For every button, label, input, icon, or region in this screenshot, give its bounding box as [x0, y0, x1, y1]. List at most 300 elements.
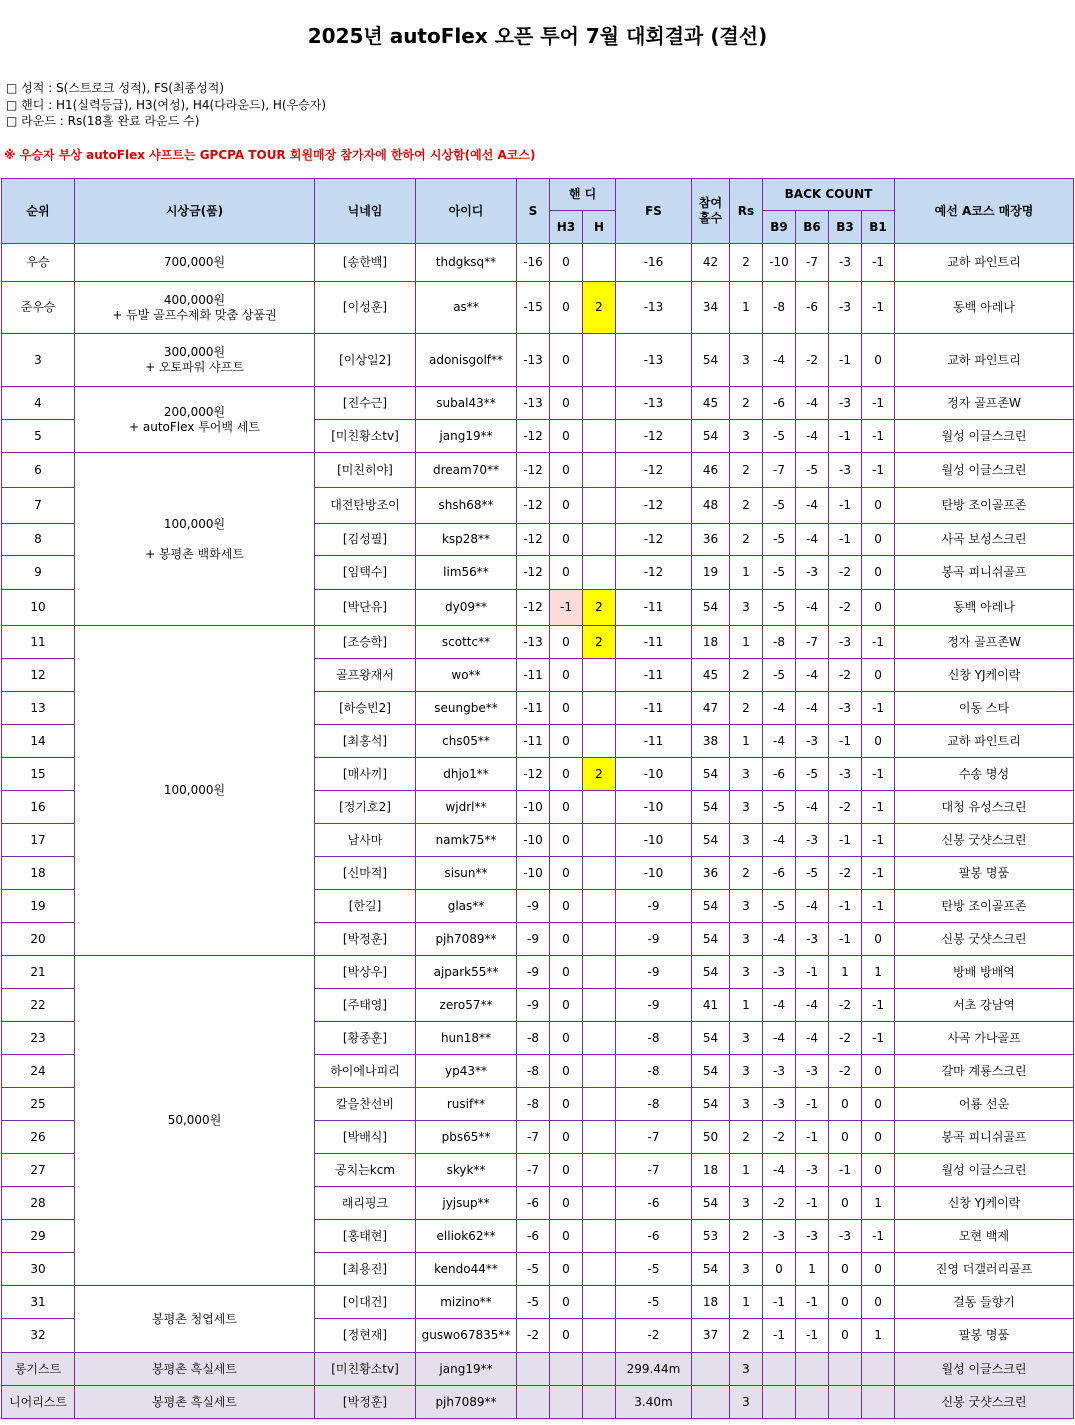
h-cell: [583, 387, 616, 420]
table-row: [2, 282, 1074, 334]
store-cell: 팔봉 명품: [895, 1319, 1074, 1353]
id-cell: chs05**: [416, 725, 517, 758]
b6-cell: -4: [796, 387, 829, 420]
store-cell: 신창 YJ케이락: [895, 659, 1074, 692]
s-cell: -8: [517, 1055, 550, 1088]
store-cell: 봉곡 피니쉬골프: [895, 1121, 1074, 1154]
b3-cell: -2: [829, 1055, 862, 1088]
rank-cell: 11: [2, 626, 75, 659]
b3-cell: [829, 1353, 862, 1386]
table-row: [2, 387, 1074, 420]
rank-cell: 4: [2, 387, 75, 420]
rank-cell: 18: [2, 857, 75, 890]
fs-cell: -12: [616, 556, 692, 590]
rank-cell: 25: [2, 1088, 75, 1121]
b6-cell: -7: [796, 244, 829, 282]
s-cell: -5: [517, 1253, 550, 1286]
rs-cell: 2: [730, 692, 763, 725]
fs-cell: -5: [616, 1253, 692, 1286]
holes-cell: 54: [692, 890, 730, 923]
store-cell: 신봉 굿샷스크린: [895, 824, 1074, 857]
b1-cell: -1: [862, 692, 895, 725]
s-cell: -12: [517, 524, 550, 556]
h-cell: [583, 1253, 616, 1286]
nickname-cell: [김성필]: [315, 524, 416, 556]
h-cell: [583, 1154, 616, 1187]
s-cell: -9: [517, 956, 550, 989]
b1-cell: 0: [862, 923, 895, 956]
fs-cell: -11: [616, 590, 692, 626]
rs-cell: 1: [730, 556, 763, 590]
results-table: [1, 178, 1074, 1419]
prize-cell: 700,000원: [75, 244, 315, 282]
fs-cell: -10: [616, 791, 692, 824]
b6-cell: -4: [796, 791, 829, 824]
prize-cell: 400,000원 + 듀발 골프수제화 맞춤 상품권: [75, 282, 315, 334]
h-cell: [583, 1286, 616, 1319]
b9-cell: -4: [763, 725, 796, 758]
s-cell: [517, 1353, 550, 1386]
store-cell: 월성 이글스크린: [895, 453, 1074, 488]
b1-cell: 0: [862, 334, 895, 387]
header-b3: B3: [829, 211, 862, 244]
b9-cell: -5: [763, 420, 796, 453]
b9-cell: -1: [763, 1286, 796, 1319]
h3-cell: 0: [550, 659, 583, 692]
s-cell: -16: [517, 244, 550, 282]
b1-cell: -1: [862, 626, 895, 659]
rs-cell: 3: [730, 923, 763, 956]
id-cell: jang19**: [416, 1353, 517, 1386]
nickname-cell: [미친황소tv]: [315, 420, 416, 453]
id-cell: thdgksq**: [416, 244, 517, 282]
h-cell: 2: [583, 282, 616, 334]
h3-cell: 0: [550, 282, 583, 334]
table-row: [2, 626, 1074, 659]
rank-cell: 준우승: [2, 282, 75, 334]
id-cell: elliok62**: [416, 1220, 517, 1253]
b6-cell: -3: [796, 1154, 829, 1187]
s-cell: -7: [517, 1154, 550, 1187]
table-row: [2, 1286, 1074, 1319]
b9-cell: -4: [763, 334, 796, 387]
nickname-cell: [주태영]: [315, 989, 416, 1022]
rs-cell: 3: [730, 956, 763, 989]
h-cell: [583, 453, 616, 488]
b6-cell: -1: [796, 1121, 829, 1154]
rs-cell: 2: [730, 1121, 763, 1154]
b3-cell: -1: [829, 890, 862, 923]
b3-cell: -2: [829, 590, 862, 626]
store-cell: 교하 파인트리: [895, 725, 1074, 758]
b3-cell: -3: [829, 387, 862, 420]
nickname-cell: [정현재]: [315, 1319, 416, 1353]
rs-cell: 2: [730, 1220, 763, 1253]
holes-cell: 54: [692, 334, 730, 387]
b6-cell: -1: [796, 956, 829, 989]
rank-cell: 14: [2, 725, 75, 758]
nickname-cell: [홍태현]: [315, 1220, 416, 1253]
b1-cell: -1: [862, 791, 895, 824]
prize-cell: 200,000원 + autoFlex 투어백 세트: [75, 387, 315, 453]
id-cell: dy09**: [416, 590, 517, 626]
b1-cell: 0: [862, 725, 895, 758]
h-cell: [583, 659, 616, 692]
award-name-cell: 롱기스트: [2, 1353, 75, 1386]
rs-cell: 3: [730, 1055, 763, 1088]
b6-cell: -5: [796, 758, 829, 791]
header-rs: Rs: [730, 179, 763, 244]
note-round: □ 라운드 : Rs(18홀 완료 라운드 수): [6, 114, 200, 128]
holes-cell: 54: [692, 1253, 730, 1286]
b6-cell: -4: [796, 420, 829, 453]
rank-cell: 16: [2, 791, 75, 824]
holes-cell: 38: [692, 725, 730, 758]
table-row: [2, 244, 1074, 282]
b9-cell: 0: [763, 1253, 796, 1286]
b3-cell: 0: [829, 1121, 862, 1154]
b3-cell: -1: [829, 334, 862, 387]
fs-cell: -2: [616, 1319, 692, 1353]
h3-cell: [550, 1353, 583, 1386]
holes-cell: 53: [692, 1220, 730, 1253]
b9-cell: -5: [763, 590, 796, 626]
b9-cell: [763, 1353, 796, 1386]
h3-cell: 0: [550, 244, 583, 282]
fs-cell: -9: [616, 956, 692, 989]
s-cell: -11: [517, 692, 550, 725]
table-row: [2, 334, 1074, 387]
holes-cell: 18: [692, 626, 730, 659]
rank-cell: 27: [2, 1154, 75, 1187]
store-cell: 사곡 가나골프: [895, 1022, 1074, 1055]
b1-cell: 1: [862, 1187, 895, 1220]
h-cell: [583, 556, 616, 590]
id-cell: scottc**: [416, 626, 517, 659]
b3-cell: -3: [829, 244, 862, 282]
b9-cell: -5: [763, 890, 796, 923]
store-cell: 탄방 조이골프존: [895, 890, 1074, 923]
b3-cell: -2: [829, 989, 862, 1022]
rs-cell: 1: [730, 725, 763, 758]
fs-cell: -13: [616, 387, 692, 420]
b1-cell: 1: [862, 956, 895, 989]
fs-cell: -8: [616, 1088, 692, 1121]
header-handicap: 핸 디: [550, 179, 616, 211]
fs-cell: -12: [616, 488, 692, 524]
b6-cell: -1: [796, 1088, 829, 1121]
store-cell: 서초 강남역: [895, 989, 1074, 1022]
id-cell: shsh68**: [416, 488, 517, 524]
holes-cell: 36: [692, 524, 730, 556]
h-cell: [583, 890, 616, 923]
fs-cell: -9: [616, 923, 692, 956]
holes-cell: 54: [692, 420, 730, 453]
rank-cell: 32: [2, 1319, 75, 1353]
b1-cell: -1: [862, 758, 895, 791]
store-cell: 월성 이글스크린: [895, 1353, 1074, 1386]
id-cell: adonisgolf**: [416, 334, 517, 387]
nickname-cell: 래리핑크: [315, 1187, 416, 1220]
store-cell: 교하 파인트리: [895, 244, 1074, 282]
h3-cell: 0: [550, 387, 583, 420]
b1-cell: 0: [862, 1154, 895, 1187]
prize-cell: 100,000원: [75, 626, 315, 956]
s-cell: -12: [517, 556, 550, 590]
h3-cell: 0: [550, 1088, 583, 1121]
b1-cell: 0: [862, 1253, 895, 1286]
prize-cell: 봉평촌 흑실세트: [75, 1386, 315, 1419]
id-cell: rusif**: [416, 1088, 517, 1121]
h3-cell: 0: [550, 1319, 583, 1353]
b6-cell: -3: [796, 725, 829, 758]
nickname-cell: 칼을찬선비: [315, 1088, 416, 1121]
fs-cell: -10: [616, 758, 692, 791]
b6-cell: -1: [796, 1319, 829, 1353]
b9-cell: -8: [763, 626, 796, 659]
rank-cell: 22: [2, 989, 75, 1022]
header-b1: B1: [862, 211, 895, 244]
id-cell: namk75**: [416, 824, 517, 857]
h-cell: [583, 1121, 616, 1154]
fs-cell: -9: [616, 989, 692, 1022]
s-cell: -10: [517, 857, 550, 890]
rs-cell: 3: [730, 791, 763, 824]
store-cell: 교하 파인트리: [895, 334, 1074, 387]
prize-cell: 100,000원 + 봉평촌 백화세트: [75, 453, 315, 626]
id-cell: glas**: [416, 890, 517, 923]
h3-cell: 0: [550, 1286, 583, 1319]
fs-cell: -5: [616, 1286, 692, 1319]
rs-cell: 3: [730, 1022, 763, 1055]
holes-cell: 50: [692, 1121, 730, 1154]
holes-cell: 19: [692, 556, 730, 590]
s-cell: -11: [517, 725, 550, 758]
nickname-cell: [박상우]: [315, 956, 416, 989]
b3-cell: -3: [829, 692, 862, 725]
b9-cell: -2: [763, 1187, 796, 1220]
fs-cell: -8: [616, 1055, 692, 1088]
b1-cell: 1: [862, 1319, 895, 1353]
b6-cell: -4: [796, 488, 829, 524]
b9-cell: -5: [763, 791, 796, 824]
rank-cell: 19: [2, 890, 75, 923]
nickname-cell: 남사마: [315, 824, 416, 857]
s-cell: -12: [517, 453, 550, 488]
h3-cell: 0: [550, 1154, 583, 1187]
store-cell: 걸동 들향기: [895, 1286, 1074, 1319]
id-cell: wjdrl**: [416, 791, 517, 824]
h-cell: [583, 1187, 616, 1220]
id-cell: seungbe**: [416, 692, 517, 725]
id-cell: guswo67835**: [416, 1319, 517, 1353]
legend-notes: [6, 80, 326, 130]
b3-cell: -1: [829, 923, 862, 956]
h-cell: [583, 725, 616, 758]
h3-cell: 0: [550, 989, 583, 1022]
b6-cell: -3: [796, 1055, 829, 1088]
distance-cell: 299.44m: [616, 1353, 692, 1386]
h3-cell: 0: [550, 791, 583, 824]
store-cell: 갈마 계룡스크린: [895, 1055, 1074, 1088]
b6-cell: -4: [796, 890, 829, 923]
rank-cell: 24: [2, 1055, 75, 1088]
rank-cell: 8: [2, 524, 75, 556]
h3-cell: 0: [550, 1220, 583, 1253]
h3-cell: 0: [550, 758, 583, 791]
b3-cell: [829, 1386, 862, 1419]
store-cell: 모현 백제: [895, 1220, 1074, 1253]
b9-cell: -8: [763, 282, 796, 334]
b3-cell: 0: [829, 1187, 862, 1220]
s-cell: -9: [517, 923, 550, 956]
store-cell: 팔봉 명품: [895, 857, 1074, 890]
holes-cell: 54: [692, 923, 730, 956]
store-cell: 정자 골프존W: [895, 626, 1074, 659]
id-cell: dream70**: [416, 453, 517, 488]
s-cell: -5: [517, 1286, 550, 1319]
h-cell: [583, 692, 616, 725]
b6-cell: [796, 1386, 829, 1419]
h3-cell: 0: [550, 524, 583, 556]
s-cell: -13: [517, 334, 550, 387]
b3-cell: 0: [829, 1253, 862, 1286]
store-cell: 진영 더갤러리골프: [895, 1253, 1074, 1286]
holes-cell: 36: [692, 857, 730, 890]
b3-cell: -3: [829, 1220, 862, 1253]
holes-cell: 54: [692, 1088, 730, 1121]
b3-cell: -1: [829, 524, 862, 556]
note-handicap: □ 핸디 : H1(실력등급), H3(여성), H4(다라운드), H(우승자): [6, 97, 327, 112]
fs-cell: -10: [616, 824, 692, 857]
b3-cell: -1: [829, 488, 862, 524]
nickname-cell: [임택수]: [315, 556, 416, 590]
id-cell: as**: [416, 282, 517, 334]
b1-cell: 0: [862, 659, 895, 692]
rank-cell: 23: [2, 1022, 75, 1055]
b3-cell: -2: [829, 659, 862, 692]
header-backcount: BACK COUNT: [763, 179, 895, 211]
b1-cell: -1: [862, 989, 895, 1022]
prize-cell: 300,000원 + 오토파워 샤프트: [75, 334, 315, 387]
b9-cell: -4: [763, 1154, 796, 1187]
nickname-cell: [최용진]: [315, 1253, 416, 1286]
nickname-cell: [미친황소tv]: [315, 1353, 416, 1386]
s-cell: -10: [517, 791, 550, 824]
nickname-cell: [최홍석]: [315, 725, 416, 758]
b9-cell: -3: [763, 1055, 796, 1088]
fs-cell: -12: [616, 420, 692, 453]
prize-cell: 봉평촌 흑실세트: [75, 1353, 315, 1386]
distance-cell: 3.40m: [616, 1386, 692, 1419]
id-cell: jyjsup**: [416, 1187, 517, 1220]
b1-cell: 0: [862, 488, 895, 524]
rank-cell: 6: [2, 453, 75, 488]
rs-cell: 3: [730, 420, 763, 453]
b3-cell: -1: [829, 1154, 862, 1187]
holes-cell: 54: [692, 1187, 730, 1220]
holes-cell: 54: [692, 791, 730, 824]
b1-cell: 0: [862, 1088, 895, 1121]
fs-cell: -11: [616, 659, 692, 692]
rs-cell: 2: [730, 524, 763, 556]
h-cell: [583, 420, 616, 453]
store-cell: 수송 명성: [895, 758, 1074, 791]
b9-cell: -3: [763, 1220, 796, 1253]
s-cell: -12: [517, 420, 550, 453]
rank-cell: 30: [2, 1253, 75, 1286]
store-cell: 신봉 굿샷스크린: [895, 923, 1074, 956]
b6-cell: -5: [796, 857, 829, 890]
h-cell: [583, 989, 616, 1022]
b1-cell: -1: [862, 857, 895, 890]
h-cell: [583, 334, 616, 387]
nickname-cell: [이성훈]: [315, 282, 416, 334]
fs-cell: -7: [616, 1121, 692, 1154]
h3-cell: 0: [550, 556, 583, 590]
rank-cell: 10: [2, 590, 75, 626]
h3-cell: 0: [550, 725, 583, 758]
b1-cell: [862, 1386, 895, 1419]
holes-cell: 54: [692, 590, 730, 626]
b3-cell: -3: [829, 282, 862, 334]
id-cell: subal43**: [416, 387, 517, 420]
table-row: [2, 453, 1074, 488]
rank-cell: 29: [2, 1220, 75, 1253]
fs-cell: -12: [616, 524, 692, 556]
b1-cell: 0: [862, 1286, 895, 1319]
b6-cell: -4: [796, 1022, 829, 1055]
h-cell: [583, 1088, 616, 1121]
table-header: [2, 179, 1074, 244]
h3-cell: 0: [550, 692, 583, 725]
header-b9: B9: [763, 211, 796, 244]
prize-cell: 봉평촌 청엽세트: [75, 1286, 315, 1353]
rank-cell: 28: [2, 1187, 75, 1220]
store-cell: 탄방 조이골프존: [895, 488, 1074, 524]
nickname-cell: [송한백]: [315, 244, 416, 282]
rs-cell: 2: [730, 387, 763, 420]
store-cell: 신창 YJ케이락: [895, 1187, 1074, 1220]
id-cell: pjh7089**: [416, 923, 517, 956]
holes-cell: 42: [692, 244, 730, 282]
rs-cell: 1: [730, 626, 763, 659]
id-cell: skyk**: [416, 1154, 517, 1187]
id-cell: hun18**: [416, 1022, 517, 1055]
rs-cell: 2: [730, 659, 763, 692]
b9-cell: -4: [763, 824, 796, 857]
id-cell: kendo44**: [416, 1253, 517, 1286]
rs-cell: 2: [730, 488, 763, 524]
h-cell: 2: [583, 758, 616, 791]
h3-cell: 0: [550, 1187, 583, 1220]
rank-cell: 13: [2, 692, 75, 725]
rank-cell: 7: [2, 488, 75, 524]
nickname-cell: [박단유]: [315, 590, 416, 626]
h3-cell: 0: [550, 824, 583, 857]
rs-cell: 3: [730, 590, 763, 626]
rs-cell: 3: [730, 1386, 763, 1419]
s-cell: -13: [517, 626, 550, 659]
holes-cell: 18: [692, 1154, 730, 1187]
b6-cell: -2: [796, 334, 829, 387]
store-cell: 월성 이글스크린: [895, 1154, 1074, 1187]
rank-cell: 9: [2, 556, 75, 590]
b9-cell: -5: [763, 659, 796, 692]
fs-cell: -8: [616, 1022, 692, 1055]
rank-cell: 5: [2, 420, 75, 453]
rs-cell: 1: [730, 1154, 763, 1187]
